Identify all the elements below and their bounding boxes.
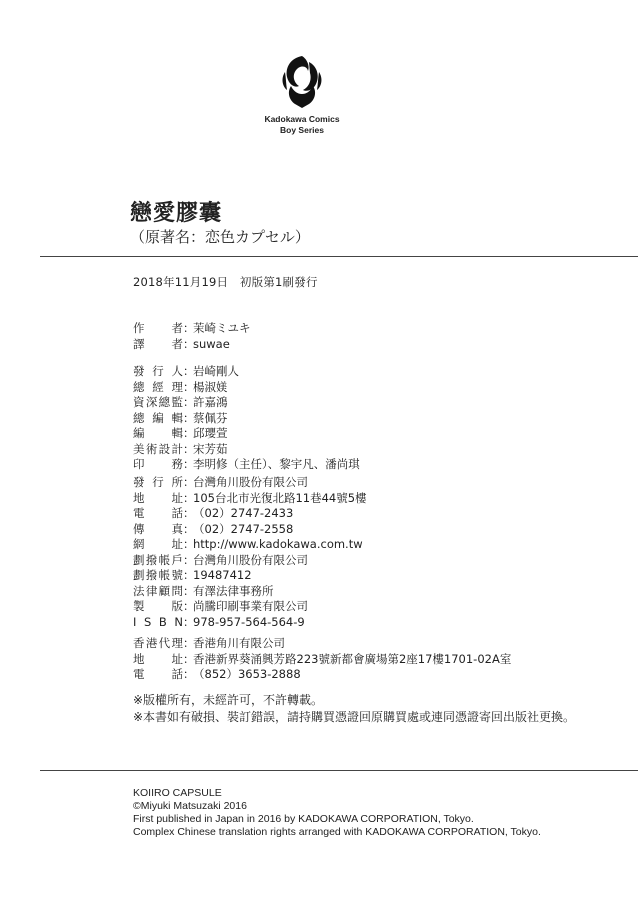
- label-separator: ：: [183, 410, 195, 425]
- label-separator: ：: [183, 651, 195, 666]
- label-char: 輯: [171, 410, 183, 425]
- label-separator: ：: [183, 379, 195, 394]
- info-value: 台灣角川股份有限公司: [193, 552, 308, 567]
- label-char: 址: [171, 651, 183, 666]
- label-char: S: [144, 614, 152, 629]
- info-label: [133, 568, 183, 584]
- info-value: 尚騰印刷事業有限公司: [193, 599, 308, 613]
- label-char: 發: [133, 364, 145, 378]
- info-label: [133, 584, 183, 600]
- label-char: 真: [171, 521, 183, 536]
- info-row: [133, 457, 360, 473]
- info-value: 19487412: [193, 568, 252, 582]
- info-label: [133, 652, 183, 668]
- info-value: 楊淑媄: [193, 379, 228, 394]
- label-char: 港: [145, 636, 158, 650]
- publication-date: 2018年11月19日 初版第1刷發行: [133, 275, 318, 289]
- info-label: [133, 426, 183, 442]
- label-char: 作: [133, 321, 145, 335]
- info-value: （02）2747-2433: [193, 506, 294, 520]
- info-row: [133, 652, 511, 668]
- info-row: [133, 491, 367, 507]
- label-char: 版: [171, 599, 183, 613]
- label-char: 代: [158, 636, 171, 650]
- label-char: 發: [133, 475, 145, 489]
- info-value: suwae: [193, 336, 230, 351]
- info-row: [133, 599, 367, 615]
- label-char: 理: [171, 636, 183, 650]
- info-value: 宋芳茹: [193, 441, 228, 456]
- label-char: 址: [171, 490, 183, 505]
- info-value: 台灣角川股份有限公司: [193, 475, 308, 489]
- label-char: 話: [171, 667, 183, 681]
- info-label: [133, 321, 183, 337]
- info-row: [133, 667, 511, 683]
- info-row: [133, 442, 360, 458]
- info-label: [133, 380, 183, 396]
- note-copyright: ※版權所有，未經許可，不許轉載。: [133, 693, 324, 707]
- label-char: 譯: [133, 336, 145, 351]
- label-separator: ：: [183, 426, 195, 440]
- label-separator: ：: [183, 568, 195, 582]
- info-value: http://www.kadokawa.com.tw: [193, 537, 363, 551]
- book-title: 戀愛膠囊: [130, 201, 223, 226]
- label-char: 帳: [158, 568, 171, 582]
- info-value: 有澤法律事務所: [193, 583, 274, 598]
- info-row: [133, 636, 511, 652]
- label-char: 號: [171, 568, 183, 582]
- info-row: [133, 584, 367, 600]
- info-label: [133, 599, 183, 615]
- info-label: [133, 553, 183, 569]
- info-row: [133, 337, 251, 353]
- label-char: 地: [133, 490, 145, 505]
- label-separator: ：: [183, 475, 195, 489]
- info-value: 邱瓔萱: [193, 426, 228, 440]
- english-title: KOIIRO CAPSULE: [133, 787, 222, 799]
- info-row: [133, 426, 360, 442]
- bottom-divider: [40, 770, 638, 771]
- top-divider: [40, 256, 638, 257]
- label-separator: ：: [183, 364, 195, 378]
- info-label: [133, 615, 183, 631]
- hongkong-block: [133, 636, 511, 683]
- label-char: 務: [171, 457, 183, 471]
- label-separator: ：: [183, 583, 195, 598]
- label-char: 網: [133, 537, 145, 551]
- label-char: 地: [133, 651, 145, 666]
- info-label: [133, 337, 183, 353]
- note-replacement: ※本書如有破損、裝訂錯誤，請持購買憑證回原購買處或連同憑證寄回出版社更換。: [133, 710, 576, 724]
- label-char: 帳: [158, 552, 171, 567]
- label-char: 撥: [145, 568, 158, 582]
- label-char: 美: [133, 441, 145, 456]
- info-value: （852）3653-2888: [193, 667, 301, 681]
- english-first-published: First published in Japan in 2016 by KADOKAWA CORPORATION, Tokyo.: [133, 813, 474, 825]
- label-char: I: [133, 614, 137, 629]
- info-label: [133, 395, 183, 411]
- label-char: 印: [133, 457, 145, 471]
- info-label: [133, 442, 183, 458]
- label-separator: ：: [183, 395, 195, 409]
- info-label: [133, 457, 183, 473]
- label-char: 術: [145, 441, 158, 456]
- label-char: 法: [133, 583, 145, 598]
- label-char: 編: [152, 410, 164, 425]
- label-char: 香: [133, 636, 145, 650]
- label-char: 輯: [171, 426, 183, 440]
- credits-block: [133, 321, 251, 352]
- label-char: 話: [171, 506, 183, 520]
- label-separator: ：: [183, 490, 195, 505]
- info-row: [133, 395, 360, 411]
- info-label: [133, 475, 183, 491]
- info-label: [133, 491, 183, 507]
- label-separator: ：: [183, 537, 195, 551]
- label-char: 問: [171, 583, 183, 598]
- label-char: 者: [171, 336, 183, 351]
- english-rights: Complex Chinese translation rights arranged with KADOKAWA CORPORATION, Tokyo.: [133, 826, 541, 838]
- label-char: 電: [133, 667, 145, 681]
- label-char: 撥: [145, 552, 158, 567]
- info-value: 978-957-564-564-9: [193, 614, 305, 629]
- publisher-logo: [262, 52, 342, 136]
- original-title: （原著名：恋色カプセル）: [130, 228, 310, 246]
- info-label: [133, 411, 183, 427]
- label-char: 律: [145, 583, 158, 598]
- label-separator: ：: [183, 521, 195, 536]
- info-label: [133, 506, 183, 522]
- info-value: 香港新界葵涌興芳路223號新都會廣場第2座17樓1701-02A室: [193, 651, 512, 666]
- label-char: 所: [171, 475, 183, 489]
- label-char: B: [158, 614, 167, 629]
- label-char: 行: [152, 364, 164, 378]
- label-separator: ：: [183, 321, 195, 335]
- label-char: 計: [171, 441, 183, 456]
- info-row: [133, 475, 367, 491]
- label-char: 總: [133, 379, 145, 394]
- info-value: 茉崎ミユキ: [193, 321, 251, 335]
- info-row: [133, 380, 360, 396]
- label-separator: ：: [183, 667, 195, 681]
- label-char: 資: [133, 395, 145, 409]
- label-char: 人: [171, 364, 183, 378]
- label-char: 總: [133, 410, 145, 425]
- info-label: [133, 537, 183, 553]
- label-char: 戶: [171, 552, 183, 567]
- label-separator: ：: [183, 636, 195, 650]
- info-label: [133, 522, 183, 538]
- notes-block: [133, 692, 575, 726]
- label-char: 設: [158, 441, 171, 456]
- label-char: 編: [133, 426, 145, 440]
- label-char: N: [174, 614, 183, 629]
- info-row: [133, 321, 251, 337]
- label-char: 者: [171, 321, 183, 335]
- staff-block: [133, 364, 360, 473]
- label-char: 址: [171, 537, 183, 551]
- info-row: [133, 615, 367, 631]
- info-value: 香港角川有限公司: [193, 636, 285, 650]
- info-row: [133, 364, 360, 380]
- english-credits: [133, 787, 541, 839]
- publisher-block: [133, 475, 367, 630]
- label-char: 劃: [133, 552, 145, 567]
- label-separator: ：: [183, 336, 195, 351]
- info-row: [133, 537, 367, 553]
- info-row: [133, 553, 367, 569]
- info-label: [133, 636, 183, 652]
- label-char: 傳: [133, 521, 145, 536]
- label-char: 理: [171, 379, 183, 394]
- info-value: 許嘉鴻: [193, 395, 228, 409]
- english-copyright: ©Miyuki Matsuzaki 2016: [133, 800, 247, 812]
- logo-line1: Kadokawa Comics: [264, 114, 340, 124]
- logo-line2: Boy Series: [280, 125, 324, 135]
- info-label: [133, 667, 183, 683]
- info-value: 岩崎剛人: [193, 364, 239, 378]
- label-separator: ：: [183, 614, 195, 629]
- label-char: 總: [158, 395, 171, 409]
- label-char: 顧: [158, 583, 171, 598]
- info-row: [133, 506, 367, 522]
- label-char: 監: [171, 395, 183, 409]
- label-separator: ：: [183, 457, 195, 471]
- phoenix-emblem-icon: [277, 52, 327, 110]
- label-separator: ：: [183, 441, 195, 456]
- info-row: [133, 522, 367, 538]
- label-char: 劃: [133, 568, 145, 582]
- label-separator: ：: [183, 506, 195, 520]
- info-value: 蔡佩芬: [193, 410, 228, 425]
- info-row: [133, 411, 360, 427]
- info-value: 李明修（主任）、黎宇凡、潘尚琪: [193, 457, 360, 471]
- label-char: 行: [152, 475, 164, 489]
- info-label: [133, 364, 183, 380]
- info-row: [133, 568, 367, 584]
- label-char: 製: [133, 599, 145, 613]
- info-value: （02）2747-2558: [193, 521, 294, 536]
- label-char: 深: [145, 395, 158, 409]
- label-separator: ：: [183, 552, 195, 567]
- label-separator: ：: [183, 599, 195, 613]
- label-char: 經: [152, 379, 164, 394]
- label-char: 電: [133, 506, 145, 520]
- info-value: 105台北市光復北路11巷44號5樓: [193, 490, 367, 505]
